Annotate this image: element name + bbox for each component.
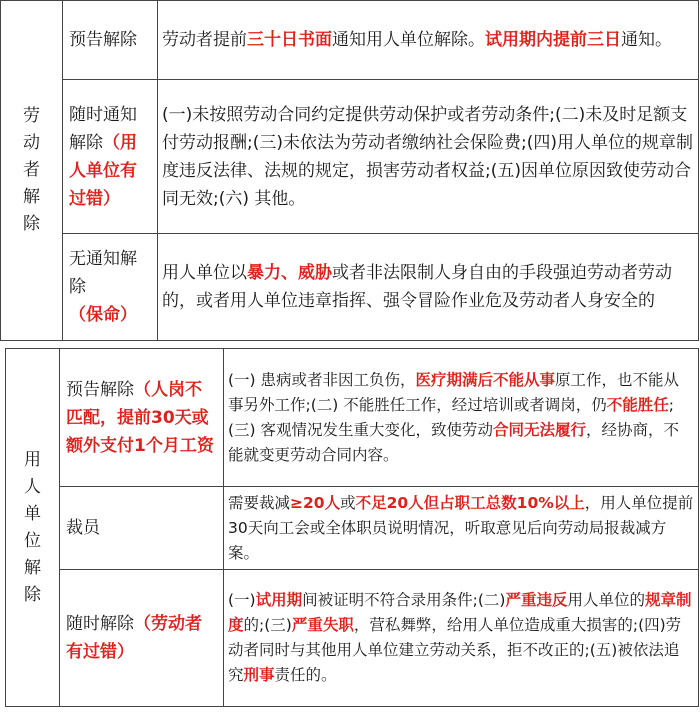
row-label: [60, 349, 224, 487]
content-text: 通知用人单位解除。: [332, 30, 485, 50]
content-highlight: 试用期内提前三日: [485, 30, 621, 50]
row-content: [224, 349, 699, 487]
label-highlight: （用人单位有过错）: [69, 132, 137, 209]
row-label: [63, 234, 158, 341]
row-label: [60, 570, 224, 707]
content-text: 原工作，也不能从事另外工作;(二) 不能胜任工作，经过培训或者调岗，仍: [228, 370, 680, 414]
label-text: 裁员: [66, 518, 100, 538]
category-char: 人: [24, 476, 41, 497]
content-text: 用人单位以: [162, 263, 247, 283]
category-char: 劳: [23, 106, 40, 126]
category-char: 单: [24, 503, 41, 524]
label-text: 随时通知解除: [69, 104, 137, 153]
category-char: 者: [23, 160, 40, 180]
content-text: 或者非法限制人身自由的手段强迫劳动者劳动的，或者用人单位违章指挥、强令冒险作业危及劳动者人身安全的: [162, 263, 672, 311]
content-highlight: 严重违反: [505, 591, 568, 609]
content-text: 通知。: [621, 30, 672, 50]
content-text: ，用人单位提前30天向工会或全体职员说明情况，听取意见后向劳动局报裁减方案。: [228, 493, 694, 562]
row-content: [158, 1, 699, 80]
content-highlight: ≥20人: [290, 493, 341, 512]
content-text: 用人单位的: [567, 591, 645, 609]
label-highlight: （劳动者有过错）: [66, 614, 202, 662]
row-label: [63, 80, 158, 234]
content-text: (一) 患病或者非因工负伤，: [228, 370, 416, 389]
content-text: 或: [340, 493, 356, 512]
content-highlight: 合同无法履行: [493, 420, 587, 439]
row-content: [224, 487, 699, 570]
row-content: [224, 570, 699, 707]
content-highlight: 三十日书面: [247, 30, 332, 50]
employer-termination-table: [5, 348, 699, 707]
category-char: 除: [23, 214, 40, 234]
employer-category-cell: [6, 349, 60, 707]
content-text: 责任的。: [274, 666, 337, 684]
label-highlight: （人岗不匹配，提前30天或额外支付1个月工资: [66, 379, 214, 456]
employee-termination-table: [0, 0, 699, 341]
category-char: 位: [24, 530, 41, 551]
category-char: 用: [24, 449, 41, 470]
content-highlight: 刑事: [243, 666, 275, 684]
category-char: 解: [23, 187, 40, 207]
content-highlight: 不足20人但占职工总数10%以上: [355, 493, 585, 512]
content-text: 间被证明不符合录用条件;(二): [302, 591, 506, 609]
label-text: 预告解除: [69, 30, 137, 50]
row-content: [158, 80, 699, 234]
content-text: ，经协商，不能就变更劳动合同内容。: [228, 420, 680, 464]
content-highlight: 规章制度: [228, 591, 692, 634]
content-text: (一)未按照劳动合同约定提供劳动保护或者劳动条件;(二)未及时足额支付劳动报酬;(三)未依法为劳动者缴纳社会保险费;(四)用人单位的规章制度违反法律、法规的规定，损害劳动者权益;(五)因单位原因致使劳动合同无效;(六) 其他。: [162, 104, 693, 209]
employee-category-cell: [1, 1, 63, 341]
content-highlight: 不能胜任: [606, 395, 669, 414]
category-char: 除: [24, 584, 41, 605]
content-highlight: 试用期: [255, 591, 303, 609]
content-highlight: 暴力、威胁: [247, 263, 332, 283]
label-text: 随时解除: [66, 614, 134, 634]
content-text: 劳动者提前: [162, 30, 247, 50]
label-highlight: （保命）: [69, 305, 137, 325]
content-text: 的;(三): [243, 616, 292, 634]
content-highlight: 医疗期满后不能从事: [415, 370, 556, 389]
category-char: 动: [23, 133, 40, 153]
label-text: 无通知解除: [69, 249, 137, 297]
row-label: [60, 487, 224, 570]
category-char: 解: [24, 557, 41, 578]
label-text: 预告解除: [66, 379, 134, 400]
row-label: [63, 1, 158, 80]
content-text: 需要裁减: [228, 493, 291, 512]
content-highlight: 严重失职: [291, 616, 354, 634]
row-content: [158, 234, 699, 341]
content-text: ，营私舞弊，给用人单位造成重大损害的;(四)劳动者同时与其他用人单位建立劳动关系，拒不改正的;(五)被依法追究: [228, 616, 682, 684]
content-text: ;(三) 客观情况发生重大变化，致使劳动: [228, 395, 674, 439]
content-text: (一): [228, 591, 256, 609]
